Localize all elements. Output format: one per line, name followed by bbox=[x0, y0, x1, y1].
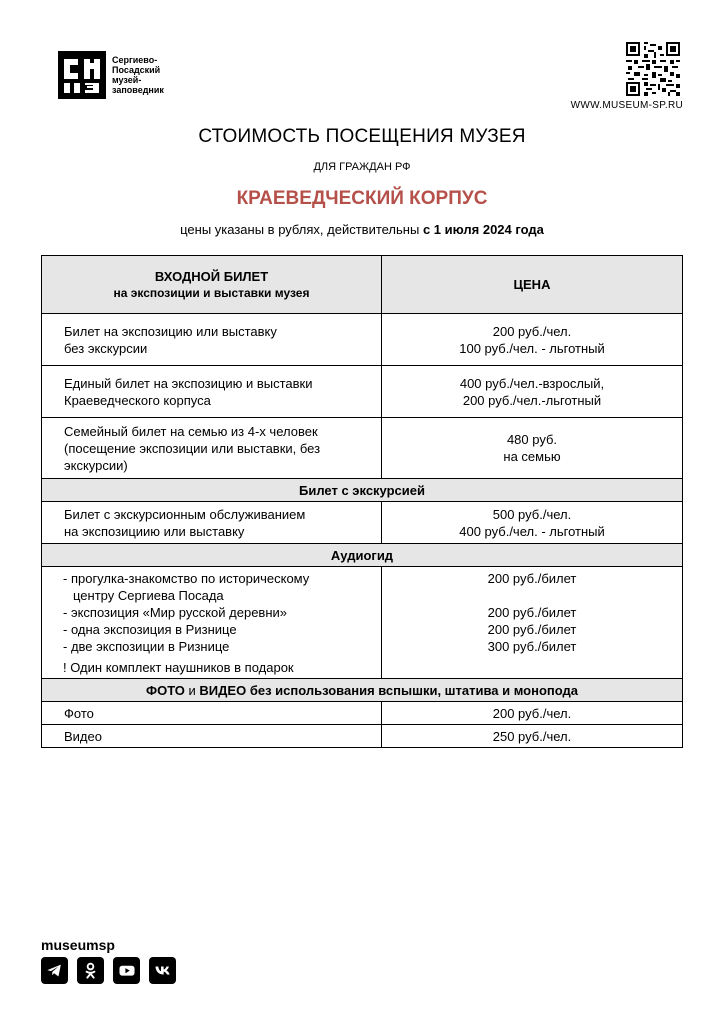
ticket-price-line: 500 руб./чел. bbox=[492, 506, 572, 522]
ticket-price-line: на семью bbox=[503, 449, 561, 464]
ticket-name bbox=[42, 418, 382, 479]
ticket-price-line: 400 руб./чел. - льготный bbox=[459, 523, 605, 539]
website-link[interactable]: WWW.MUSEUM-SP.RU bbox=[570, 100, 683, 111]
table-header-ticket bbox=[42, 256, 382, 314]
table-header-ticket-subtitle: на экспозиции и выставки музея bbox=[113, 285, 310, 300]
section-title-excursion: Билет с экскурсией bbox=[42, 479, 683, 502]
audio-item: - прогулка-знакомство по историческому bbox=[63, 571, 310, 586]
ticket-name-line: Семейный билет на семью из 4-х человек bbox=[64, 423, 318, 439]
table-row bbox=[42, 502, 683, 544]
vk-icon[interactable] bbox=[149, 957, 176, 984]
ticket-price-line: 400 руб./чел.-взрослый, bbox=[459, 375, 605, 391]
price-table bbox=[41, 255, 683, 748]
ticket-name-line: (посещение экспозиции или выставки, без bbox=[64, 440, 321, 456]
section-row-photo bbox=[42, 679, 683, 702]
audio-guide-prices bbox=[382, 567, 683, 679]
table-header-row bbox=[42, 256, 683, 314]
ticket-name-line: Единый билет на экспозицию и выставки bbox=[64, 375, 313, 391]
page-title: СТОИМОСТЬ ПОСЕЩЕНИЯ МУЗЕЯ bbox=[198, 126, 526, 147]
logo-line-2: Посадский bbox=[112, 65, 161, 75]
photo-name: Фото bbox=[42, 702, 382, 725]
ticket-price-line: 480 руб. bbox=[506, 432, 558, 447]
social-handle: museumsp bbox=[41, 937, 115, 953]
audio-price-spacer bbox=[388, 587, 676, 604]
photo-price: 200 руб./чел. bbox=[382, 702, 683, 725]
museum-logo bbox=[58, 51, 192, 99]
building-name: КРАЕВЕДЧЕСКИЙ КОРПУС bbox=[236, 188, 488, 209]
audio-gift-note: ! Один комплект наушников в подарок bbox=[63, 660, 294, 675]
section-row-audio bbox=[42, 544, 683, 567]
ticket-price-line: 100 руб./чел. - льготный bbox=[459, 340, 605, 356]
audio-price: 200 руб./билет bbox=[487, 605, 577, 620]
audio-guide-list bbox=[42, 567, 382, 679]
logo-line-3: музей- bbox=[112, 75, 142, 85]
audio-item: - одна экспозиция в Ризнице bbox=[63, 622, 237, 637]
audio-price: 200 руб./билет bbox=[487, 571, 577, 586]
ticket-price bbox=[382, 502, 683, 544]
page-subtitle: ДЛЯ ГРАЖДАН РФ bbox=[313, 161, 411, 173]
photo-conditions: без использования вспышки, штатива и монопода bbox=[246, 682, 579, 698]
logo-line-4: заповедник bbox=[112, 85, 164, 95]
social-links bbox=[41, 957, 176, 984]
audio-item: - две экспозиции в Ризнице bbox=[63, 639, 230, 654]
ticket-price-line: 200 руб./чел. bbox=[492, 323, 572, 339]
ticket-name-line: Билет с экскурсионным обслуживанием bbox=[64, 506, 306, 522]
video-price: 250 руб./чел. bbox=[382, 725, 683, 748]
audio-price: 200 руб./билет bbox=[487, 622, 577, 637]
section-title-photo bbox=[42, 679, 683, 702]
audio-price: 300 руб./билет bbox=[487, 639, 577, 654]
ticket-price bbox=[382, 418, 683, 479]
table-header-price: ЦЕНА bbox=[382, 256, 683, 314]
youtube-icon[interactable] bbox=[113, 957, 140, 984]
table-row bbox=[42, 702, 683, 725]
section-row-excursion bbox=[42, 479, 683, 502]
validity-note-text: цены указаны в рублях, действительны bbox=[180, 222, 423, 237]
table-row bbox=[42, 725, 683, 748]
ticket-price bbox=[382, 366, 683, 418]
ticket-name-line: на экспозициию или выставку bbox=[64, 523, 245, 539]
validity-note bbox=[0, 222, 724, 237]
ticket-price-line: 200 руб./чел.-льготный bbox=[462, 392, 602, 408]
photo-label: ФОТО bbox=[145, 682, 185, 698]
logo-line-1: Сергиево- bbox=[112, 55, 158, 65]
ticket-name bbox=[42, 502, 382, 544]
ticket-name-line: Билет на экспозицию или выставку bbox=[64, 323, 277, 339]
telegram-icon[interactable] bbox=[41, 957, 68, 984]
table-row bbox=[42, 418, 683, 479]
ticket-name-line: экскурсии) bbox=[64, 457, 128, 473]
table-header-ticket-title: ВХОДНОЙ БИЛЕТ bbox=[154, 268, 269, 284]
spmz-logo-icon bbox=[58, 51, 106, 99]
ticket-name-line: Краеведческого корпуса bbox=[64, 392, 211, 408]
validity-date: с 1 июля 2024 года bbox=[422, 222, 544, 237]
table-row bbox=[42, 366, 683, 418]
ticket-name-line: без экскурсии bbox=[64, 340, 148, 356]
audio-item: - экспозиция «Мир русской деревни» bbox=[63, 605, 288, 620]
ticket-price bbox=[382, 314, 683, 366]
section-title-audio: Аудиогид bbox=[42, 544, 683, 567]
table-row bbox=[42, 567, 683, 679]
ticket-name bbox=[42, 314, 382, 366]
video-name: Видео bbox=[42, 725, 382, 748]
audio-item: центру Сергиева Посада bbox=[73, 588, 224, 603]
ticket-name bbox=[42, 366, 382, 418]
and-word: и bbox=[184, 682, 200, 698]
qr-code-icon[interactable] bbox=[626, 42, 680, 96]
odnoklassniki-icon[interactable] bbox=[77, 957, 104, 984]
table-row bbox=[42, 314, 683, 366]
video-label: ВИДЕО bbox=[199, 682, 247, 698]
